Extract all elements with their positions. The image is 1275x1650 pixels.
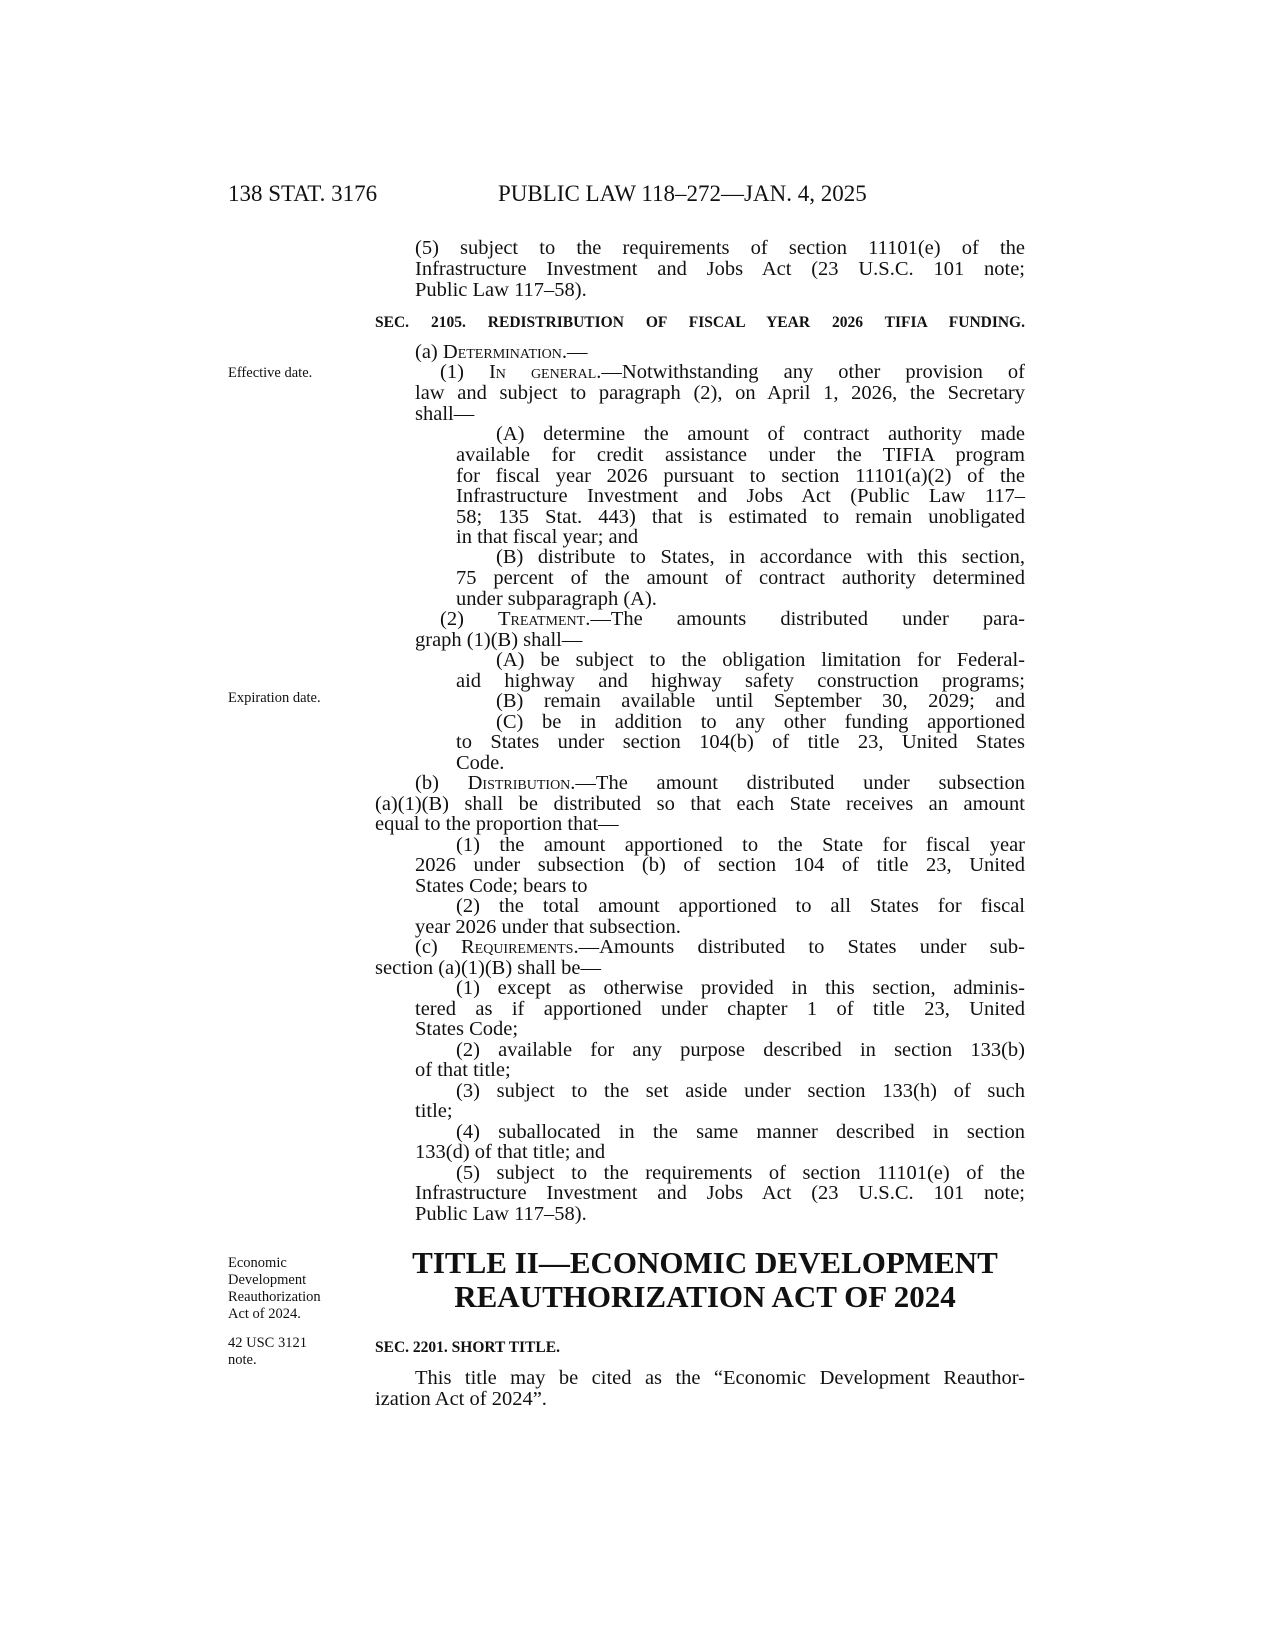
subparagraph-2c-line: Code.	[456, 752, 505, 774]
subparagraph-2b-line: (B) remain available until September 30, 2029; and	[496, 690, 1025, 712]
paragraph-b1-line: (1) the amount apportioned to the State for fiscal year	[456, 834, 1025, 856]
paragraph-a2-line: (2) Treatment.—The amounts distributed under para-	[440, 608, 1025, 630]
paragraph-b1-line: States Code; bears to	[415, 875, 588, 897]
subparagraph-b-line: under subparagraph (A).	[456, 588, 657, 610]
subsection-b-line: (b) Distribution.—The amount distributed under subsection	[415, 772, 1025, 794]
paragraph-c4-line: (4) suballocated in the same manner described in section	[456, 1121, 1025, 1143]
subparagraph-a-line: (A) determine the amount of contract authority made	[496, 423, 1025, 445]
paragraph-c4-line: 133(d) of that title; and	[415, 1141, 606, 1163]
subparagraph-2c-line: (C) be in addition to any other funding apportioned	[496, 711, 1025, 733]
subparagraph-2a-line: (A) be subject to the obligation limitation for Federal-	[496, 649, 1025, 671]
subparagraph-a-line: in that fiscal year; and	[456, 526, 639, 548]
subsection-c-line: (c) Requirements.—Amounts distributed to States under sub-	[415, 936, 1025, 958]
paragraph-c3-line: title;	[415, 1100, 453, 1122]
paragraph-a1-line: shall—	[415, 403, 475, 425]
subparagraph-a-line: for fiscal year 2026 pursuant to section 11101(a)(2) of the	[456, 465, 1025, 487]
paragraph-b2-line: (2) the total amount apportioned to all States for fiscal	[456, 895, 1025, 917]
margin-note-usc: 42 USC 3121 note.	[228, 1335, 307, 1368]
subsection-c-line: section (a)(1)(B) shall be—	[375, 957, 601, 979]
top-para-line: Public Law 117–58).	[415, 279, 587, 301]
paragraph-c3-line: (3) subject to the set aside under section 133(h) of such	[456, 1080, 1025, 1102]
section-2201-text-line: ization Act of 2024”.	[375, 1388, 547, 1410]
paragraph-c2-line: (2) available for any purpose described in section 133(b)	[456, 1039, 1025, 1061]
paragraph-c1-line: States Code;	[415, 1018, 519, 1040]
paragraph-a2-line: graph (1)(B) shall—	[415, 629, 583, 651]
title-ii-heading: TITLE II—ECONOMIC DEVELOPMENT REAUTHORIZATION ACT OF 2024	[412, 1245, 998, 1314]
subsection-b-line: equal to the proportion that—	[375, 813, 619, 835]
subparagraph-a-line: 58; 135 Stat. 443) that is estimated to remain unobligated	[456, 506, 1025, 528]
section-2201-text-line: This title may be cited as the “Economic Development Reauthor-	[415, 1367, 1025, 1389]
subparagraph-2a-line: aid highway and highway safety construction programs;	[456, 670, 1025, 692]
page-stat-citation: 138 STAT. 3176	[228, 181, 378, 206]
paragraph-c5-line: Public Law 117–58).	[415, 1203, 587, 1225]
top-para-line: Infrastructure Investment and Jobs Act (23 U.S.C. 101 note;	[415, 258, 1025, 280]
paragraph-c5-line: Infrastructure Investment and Jobs Act (23 U.S.C. 101 note;	[415, 1182, 1025, 1204]
section-2105-heading: SEC. 2105. REDISTRIBUTION OF FISCAL YEAR 2026 TIFIA FUNDING.	[375, 314, 1025, 331]
paragraph-b2-line: year 2026 under that subsection.	[415, 916, 681, 938]
paragraph-a1-line: (1) In general.—Notwithstanding any other provision of	[440, 361, 1025, 383]
margin-note-act-name: Economic Development Reauthorization Act of 2024.	[228, 1255, 321, 1322]
subsection-b-line: (a)(1)(B) shall be distributed so that each State receives an amount	[375, 793, 1025, 815]
paragraph-a1-line: law and subject to paragraph (2), on April 1, 2026, the Secretary	[415, 382, 1025, 404]
margin-note-effective-date: Effective date.	[228, 365, 313, 381]
paragraph-c1-line: (1) except as otherwise provided in this section, adminis-	[456, 977, 1025, 999]
section-2201-heading: SEC. 2201. SHORT TITLE.	[375, 1339, 560, 1356]
margin-note-expiration-date: Expiration date.	[228, 690, 321, 706]
running-header: PUBLIC LAW 118–272—JAN. 4, 2025	[498, 181, 867, 206]
top-para-line: (5) subject to the requirements of section 11101(e) of the	[415, 237, 1025, 259]
paragraph-c2-line: of that title;	[415, 1059, 511, 1081]
paragraph-b1-line: 2026 under subsection (b) of section 104 of title 23, United	[415, 854, 1025, 876]
subparagraph-a-line: available for credit assistance under the TIFIA program	[456, 444, 1025, 466]
subsection-a-heading: (a) Determination.—	[415, 341, 588, 363]
paragraph-c5-line: (5) subject to the requirements of section 11101(e) of the	[456, 1162, 1025, 1184]
subparagraph-b-line: (B) distribute to States, in accordance with this section,	[496, 546, 1025, 568]
subparagraph-2c-line: to States under section 104(b) of title 23, United States	[456, 731, 1025, 753]
subparagraph-a-line: Infrastructure Investment and Jobs Act (Public Law 117–	[456, 485, 1025, 507]
subparagraph-b-line: 75 percent of the amount of contract authority determined	[456, 567, 1025, 589]
paragraph-c1-line: tered as if apportioned under chapter 1 of title 23, United	[415, 998, 1025, 1020]
